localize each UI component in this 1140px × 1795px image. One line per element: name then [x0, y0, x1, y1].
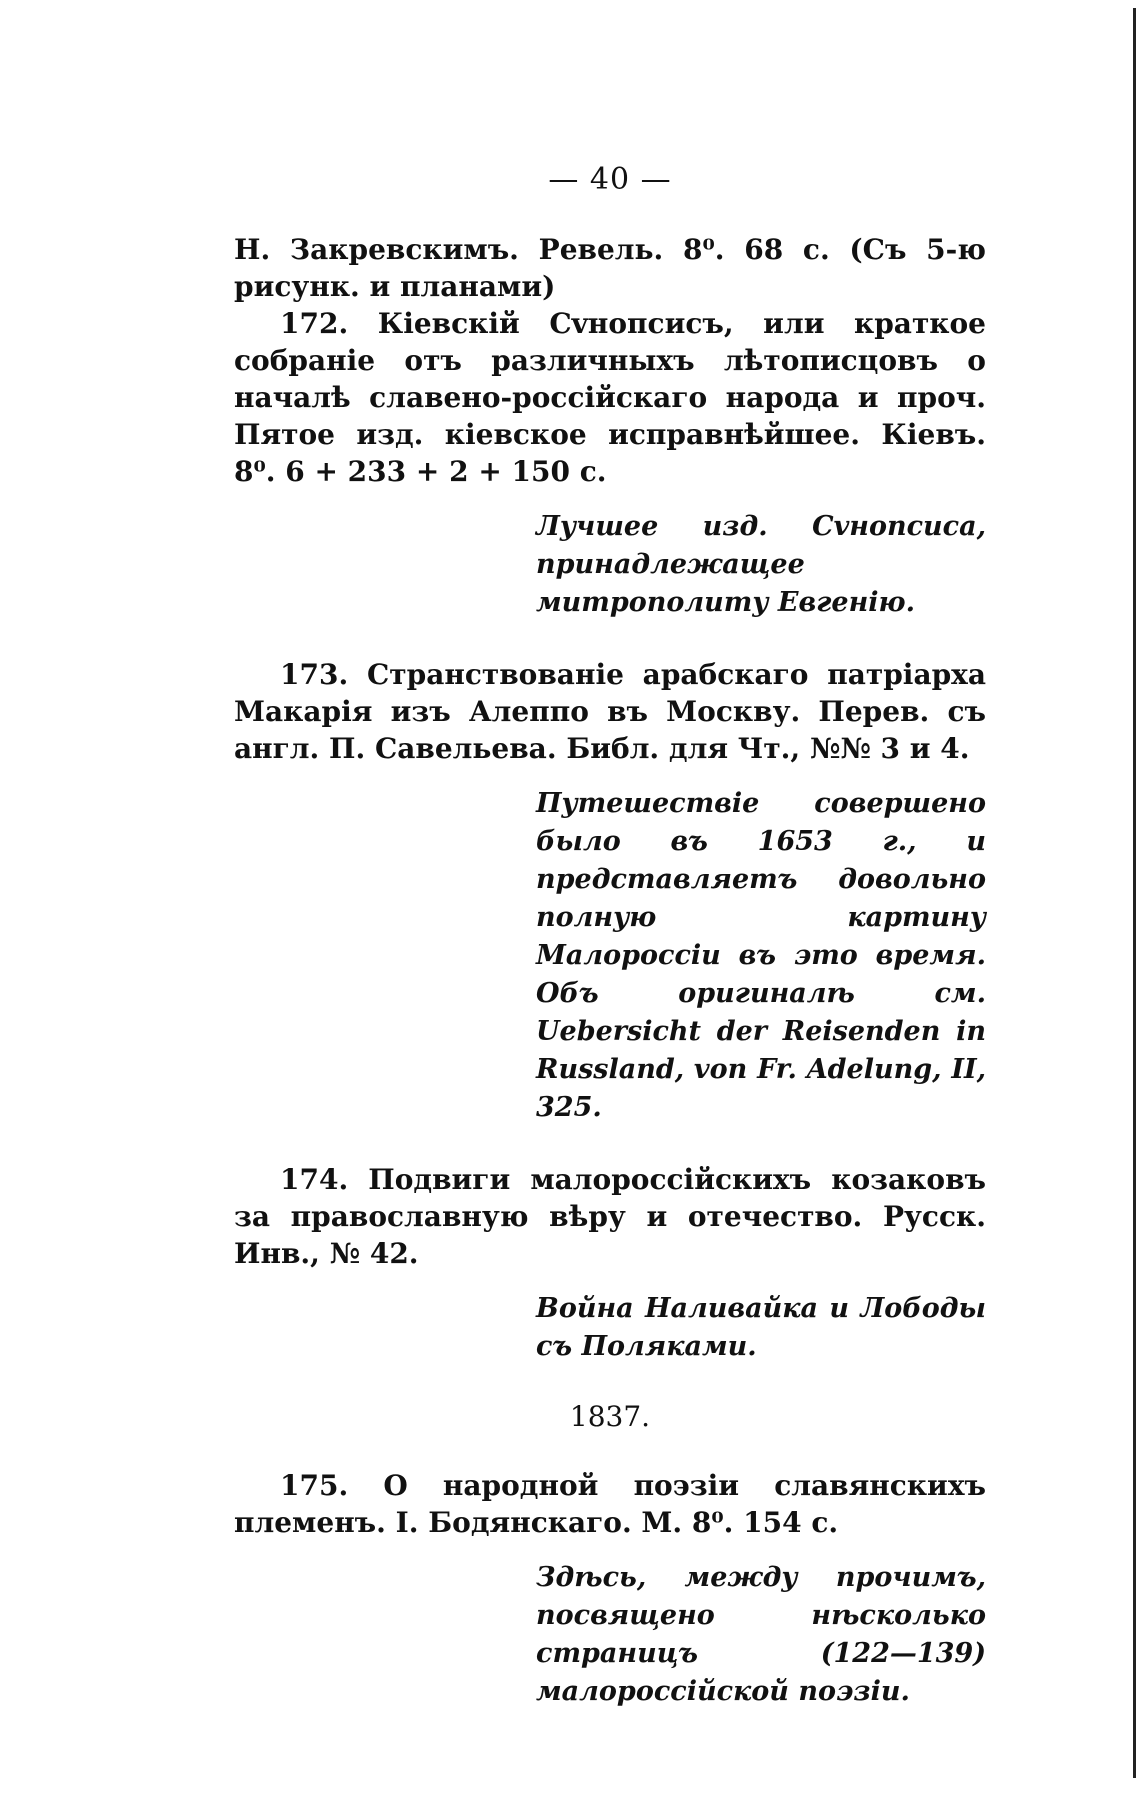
bibliography-entry-174	[234, 1161, 986, 1366]
entry-text: 173. Странствованіе арабскаго патріарха Макарія изъ Алеппо въ Москву. Перев. съ англ. П. Савельева. Библ. для Чт., №№ 3 и 4.	[234, 658, 986, 765]
entry-note: Лучшее изд. Сvнопсиса, принадлежащее митрополиту Евгенію.	[536, 511, 986, 618]
entry-note: Война Наливайка и Лободы съ Поляками.	[536, 1293, 986, 1362]
page-number: — 40 —	[548, 162, 672, 197]
bibliography-entry-171-continuation	[234, 231, 986, 305]
page-edge-line	[1133, 8, 1136, 1778]
year-heading: 1837.	[569, 1400, 651, 1433]
bibliography-entry-175	[234, 1467, 986, 1711]
entry-note: Здѣсь, между прочимъ, посвящено нѣсколько страницъ (122—139) малороссійской поэзіи.	[536, 1562, 986, 1707]
entry-text: 175. О народной поэзіи славянскихъ племенъ. І. Бодянскаго. М. 8⁰. 154 с.	[234, 1469, 986, 1539]
entry-text: Н. Закревскимъ. Ревель. 8⁰. 68 с. (Съ 5-ю рисунк. и планами)	[234, 233, 986, 303]
bibliography-entry-172	[234, 305, 986, 622]
document-page	[234, 162, 986, 1745]
bibliography-entry-173	[234, 656, 986, 1127]
entry-text: 174. Подвиги малороссійскихъ козаковъ за православную вѣру и отечество. Русск. Инв., № 42.	[234, 1163, 986, 1270]
entry-text: 172. Кіевскій Сvнопсисъ, или краткое собраніе отъ различныхъ лѣтописцовъ о началѣ славено-россійскаго народа и проч. Пятое изд. кіевское исправнѣйшее. Кіевъ. 8⁰. 6 + 233 + 2 + 150 с.	[234, 307, 986, 488]
entry-note: Путешествіе совершено было въ 1653 г., и представляетъ довольно полную картину Малороссіи въ это время. Объ оригиналѣ см. Uebersicht der Reisenden in Russland, von Fr. Adelung, II, 325.	[536, 788, 986, 1123]
